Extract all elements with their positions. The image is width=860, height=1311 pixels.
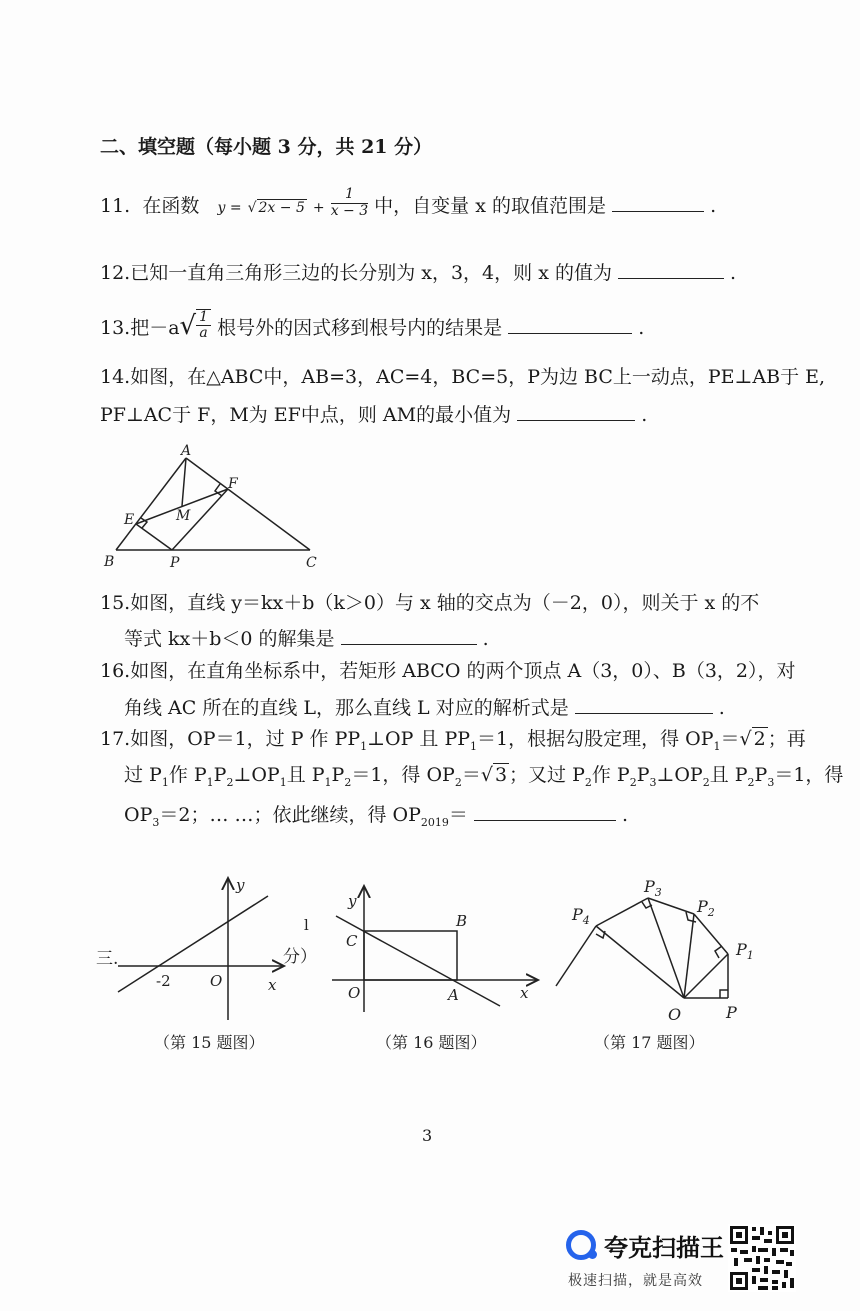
fig16-label-o: O <box>348 984 361 1002</box>
question-12: 12.已知一直角三角形三边的长分别为 x，3，4，则 x 的值为 . <box>100 262 737 284</box>
label-b: B <box>104 554 115 570</box>
q11-stem: 中，自变量 x 的取值范围是 <box>374 195 606 217</box>
question-15-line1: 15.如图，直线 y＝kx＋b（k＞0）与 x 轴的交点为（－2，0），则关于 x 的不 <box>100 592 760 614</box>
fig16-label-a: A <box>448 986 459 1004</box>
fig17-caption: （第 17 题图） <box>594 1033 705 1052</box>
q11-radicand: 2x − 5 <box>258 200 305 216</box>
fig15-label-o: O <box>210 972 223 990</box>
q11-number: 11. <box>100 195 131 217</box>
label-f: F <box>228 476 238 492</box>
label-c: C <box>306 555 317 571</box>
q12-stem: 12.已知一直角三角形三边的长分别为 x，3，4，则 x 的值为 <box>100 262 612 284</box>
q13-fraction: $\frac{1}{a}$ <box>196 309 211 342</box>
question-17-line3: $OP_3=2$；… …；依此继续，得 $OP_{2019}=$ . <box>124 804 629 829</box>
fig17-label-p3: $P_3$ <box>644 877 662 899</box>
question-17-line1: 17.如图，OP＝1，过 P 作 $PP_1\perp OP$ 且 $PP_1=1$，根据勾股定理，得 $OP_1=√$ 2 ；再 <box>100 728 806 753</box>
fig16-label-l: l <box>304 916 309 934</box>
fig17-label-p2: $P_2$ <box>697 897 715 919</box>
question-14-line2: PF⊥AC于 F，M为 EF中点，则 AM的最小值为 . <box>100 404 648 426</box>
fig16-label-b: B <box>456 912 468 930</box>
question-16-line2: 角线 AC 所在的直线 L，那么直线 L 对应的解析式是 . <box>124 697 725 719</box>
fig17-p1p2 <box>694 914 728 954</box>
fig16-label-x: x <box>520 984 529 1002</box>
q11-prefix: 在函数 <box>142 195 200 217</box>
page-number: 3 <box>422 1126 433 1145</box>
fig16-label-y: y <box>348 892 357 910</box>
question-11: 11. 在函数 y = √ 2x − 5 + $\frac{1}{x - 3}$ 中，自变量 x 的取值范围是 . <box>100 186 717 219</box>
fig15-label-neg2: -2 <box>156 972 171 990</box>
fig17-label-p: P <box>726 1003 737 1022</box>
brand-slogan: 极速扫描，就是高效 <box>568 1272 703 1288</box>
fig17-label-p4: $P_4$ <box>572 905 590 927</box>
fig15-label-y: y <box>236 876 245 894</box>
question-16-line1: 16.如图，在直角坐标系中，若矩形 ABCO 的两个顶点 A（3，0）、B（3，2），对 <box>100 660 796 682</box>
fig15-caption: （第 15 题图） <box>154 1033 265 1052</box>
label-m: M <box>176 508 191 524</box>
fig17-p3p4 <box>596 898 648 926</box>
q11-formula-y: y = <box>217 200 242 216</box>
fig17-op2 <box>684 914 694 998</box>
fig17-p4-tail <box>556 926 596 986</box>
question-14-line1: 14.如图，在△ABC中，AB=3，AC=4，BC=5，P为边 BC上一动点，PE⊥AB于 E, <box>100 366 826 388</box>
figure-15 <box>118 878 284 1020</box>
fig16-diagonal-line <box>336 916 500 1006</box>
label-e: E <box>124 512 135 528</box>
label-p: P <box>170 555 180 571</box>
figure-16 <box>332 886 538 1012</box>
fig16-label-c: C <box>346 932 358 950</box>
brand-name: 夸克扫描王 <box>604 1235 724 1262</box>
question-15-line2: 等式 kx＋b＜0 的解集是 . <box>124 628 489 650</box>
q13-prefix: 13.把－a <box>100 317 180 339</box>
label-a: A <box>181 443 192 459</box>
fig17-label-p1: $P_1$ <box>736 940 754 962</box>
fig15-line <box>118 896 268 992</box>
fig16-caption: （第 16 题图） <box>376 1033 487 1052</box>
question-13: 13.把－a√ $\frac{1}{a}$ 根号外的因式移到根号内的结果是 . <box>100 308 645 341</box>
fig17-right-angle-p <box>720 990 728 998</box>
fig17-op1 <box>684 954 728 998</box>
question-17-line2: 过 $P_1$作 $P_1P_2\perp OP_1$且 $P_1P_2=1$，得 $OP_2=√$ 3 ；又过 $P_2$作 $P_2P_3\perp OP_2$且 $P_2P_3=1$，得 <box>124 764 844 789</box>
q11-fraction: $\frac{1}{x - 3}$ <box>330 186 369 219</box>
fig17-label-o: O <box>668 1005 682 1024</box>
section-title: 二、填空题（每小题 3 分，共 21 分） <box>100 136 433 158</box>
brand-logo-icon <box>566 1230 596 1260</box>
q11-plus: + <box>312 200 325 216</box>
fig17-p2p3 <box>648 898 694 914</box>
stray-text-san: 三. <box>96 949 119 969</box>
q13-stem: 根号外的因式移到根号内的结果是 <box>217 317 503 339</box>
stray-text-fen: 分） <box>283 947 317 967</box>
fig15-label-x: x <box>268 976 277 994</box>
qr-code-icon <box>728 1224 796 1292</box>
fig17-right-angle-p1 <box>715 946 722 958</box>
